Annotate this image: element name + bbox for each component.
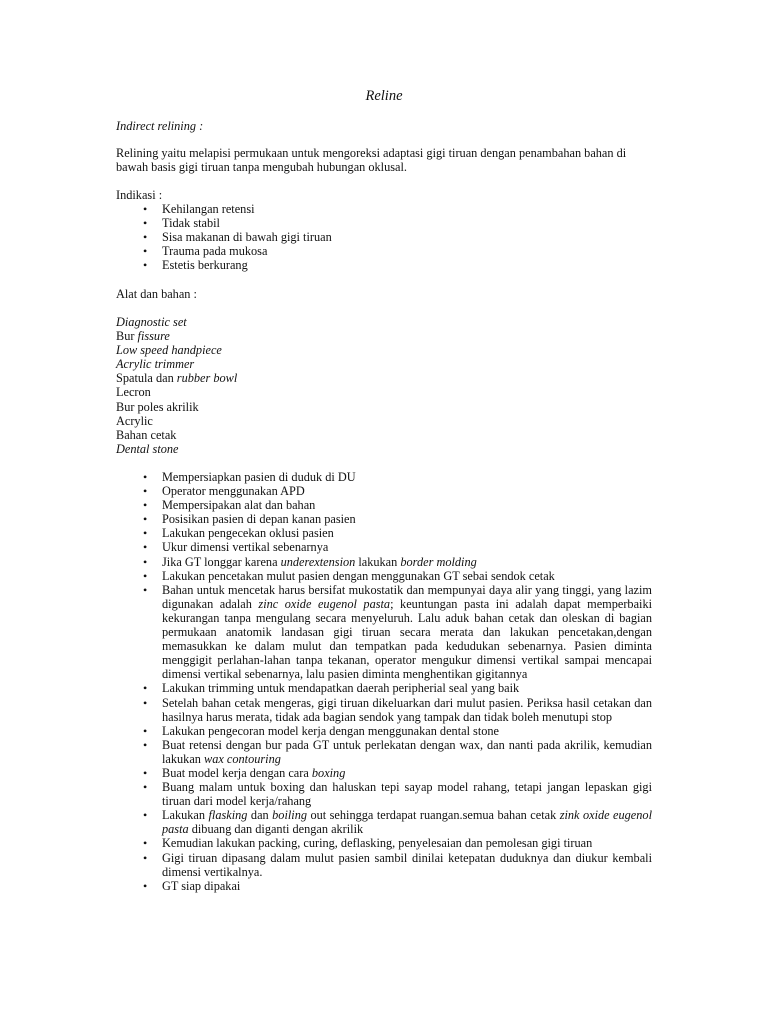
subheading: Indirect relining : [116, 119, 204, 133]
list-item: Acrylic trimmer [116, 357, 195, 372]
list-item: Diagnostic set [116, 315, 187, 329]
list-item: Bur fissure [116, 329, 170, 344]
list-item: • Lakukan flasking dan boiling out sehingga terdapat ruangan.semua bahan cetak zink oxide eugenol pasta dibuang dan diganti dengan akrilik [116, 808, 652, 836]
list-item: • Posisikan pasien di depan kanan pasien [116, 512, 652, 526]
alat-bahan-label: Alat dan bahan : [116, 287, 197, 301]
list-item: • Buat retensi dengan bur pada GT untuk perlekatan dengan wax, dan nanti pada akrilik, kemudian lakukan wax contouring [116, 738, 652, 766]
procedure-list [116, 470, 652, 893]
indikasi-label: Indikasi : [116, 188, 163, 202]
list-item: • Lakukan pengecekan oklusi pasien [116, 526, 652, 540]
alat-bahan-list [116, 315, 652, 456]
list-item: • Lakukan pencetakan mulut pasien dengan menggunakan GT sebai sendok cetak [116, 569, 652, 583]
list-item: • Mempersiapkan pasien di duduk di DU [116, 470, 652, 484]
list-item: • Buang malam untuk boxing dan haluskan tepi sayap model rahang, tetapi jangan lepaskan gigi tiruan dari model kerja/rahang [116, 780, 652, 808]
document-title: Reline [365, 88, 403, 104]
list-item: • Ukur dimensi vertikal sebenarnya [116, 540, 652, 554]
list-item: • Jika GT longgar karena underextension lakukan border molding [116, 555, 652, 569]
definition-paragraph: Relining yaitu melapisi permukaan untuk mengoreksi adaptasi gigi tiruan dengan penambahan bahan di bawah basis gigi tiruan tanpa mengubah hubungan oklusal. [116, 146, 627, 175]
list-item: • Lakukan trimming untuk mendapatkan daerah peripherial seal yang baik [116, 681, 652, 695]
list-item: • Buat model kerja dengan cara boxing [116, 766, 652, 780]
list-item: • GT siap dipakai [116, 879, 652, 893]
indikasi-list [116, 202, 652, 272]
list-item: • Mempersipakan alat dan bahan [116, 498, 652, 512]
list-item: • Estetis berkurang [116, 258, 652, 272]
list-item: • Bahan untuk mencetak harus bersifat mukostatik dan mempunyai daya alir yang tinggi, yang lazim digunakan adalah zinc oxide eugenol pasta; keuntungan pasta ini adalah dapat memperbaiki kekurangan tanpa mengulang secara menyeluruh. Lalu aduk bahan cetak dan oleskan di bagian permukaan anatomik landasan gigi tiruan secara merata dan lakukan pencetakan,dengan memasukkan ke dalam mulut dan tempatkan pada kedudukan sebenarnya. Pasien diminta menggigit perlahan-lahan tanpa tekanan, operator mengukur dimensi vertikal sampai mencapai dimensi vertikal sebenarnya, lalu pasien diminta menghentikan gigitannya [116, 583, 652, 682]
list-item: Bur poles akrilik [116, 399, 199, 414]
list-item: • Kemudian lakukan packing, curing, deflasking, penyelesaian dan pemolesan gigi tiruan [116, 836, 652, 850]
list-item: • Sisa makanan di bawah gigi tiruan [116, 230, 652, 244]
list-item: • Kehilangan retensi [116, 202, 652, 216]
list-item: Spatula dan rubber bowl [116, 371, 238, 386]
list-item: Dental stone [116, 441, 179, 456]
list-item: • Setelah bahan cetak mengeras, gigi tiruan dikeluarkan dari mulut pasien. Periksa hasil cetakan dan hasilnya harus merata, tidak ada bagian sendok yang tampak dan tidak boleh menutupi stop [116, 696, 652, 724]
list-item: • Lakukan pengecoran model kerja dengan menggunakan dental stone [116, 724, 652, 738]
list-item: Acrylic [116, 413, 153, 428]
list-item: • Trauma pada mukosa [116, 244, 652, 258]
list-item: Lecron [116, 385, 151, 400]
procedure-section [116, 470, 652, 893]
list-item: • Operator menggunakan APD [116, 484, 652, 498]
list-item: Low speed handpiece [116, 343, 222, 358]
list-item: • Gigi tiruan dipasang dalam mulut pasien sambil dinilai ketepatan duduknya dan diukur kembali dimensi vertikalnya. [116, 851, 652, 879]
indikasi-section [116, 188, 652, 273]
list-item: Bahan cetak [116, 427, 177, 442]
list-item: • Tidak stabil [116, 216, 652, 230]
